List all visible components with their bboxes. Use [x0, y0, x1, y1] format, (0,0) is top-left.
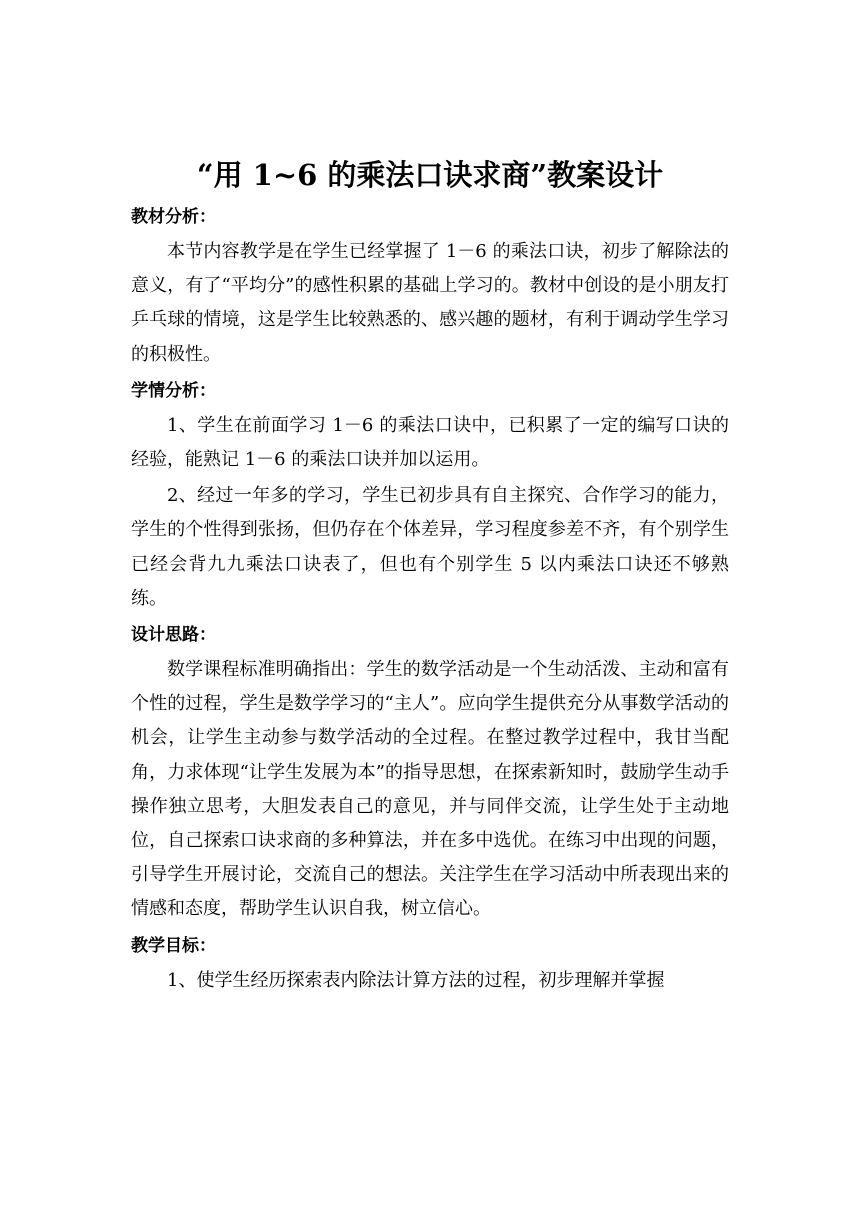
paragraph: 本节内容教学是在学生已经掌握了 1－6 的乘法口诀，初步了解除法的意义，有了“平均分”的感性积累的基础上学习的。教材中创设的是小朋友打乒乓球的情境，这是学生比较熟悉的、感兴趣的题材，有利于调动学生学习的积极性。 — [131, 241, 729, 365]
section-student-analysis — [131, 374, 729, 616]
section-textbook-analysis — [131, 200, 729, 372]
section-design-ideas — [131, 618, 729, 927]
document-title: “用 1~6 的乘法口诀求商”教案设计 — [196, 158, 664, 192]
paragraph: 2、经过一年多的学习，学生已初步具有自主探究、合作学习的能力，学生的个性得到张扬，但仍存在个体差异，学习程度参差不齐，有个别学生已经会背九九乘法口诀表了，但也有个别学生 5 以内乘法口诀还不够熟练。 — [131, 485, 729, 609]
section-heading: 教材分析： — [131, 207, 216, 227]
section-heading: 教学目标： — [131, 935, 216, 956]
section-heading: 学情分析： — [131, 380, 216, 401]
section-heading: 设计思路： — [131, 625, 216, 646]
paragraph: 1、学生在前面学习 1－6 的乘法口诀中，已积累了一定的编写口诀的经验，能熟记 1－6 的乘法口诀并加以运用。 — [131, 414, 729, 471]
paragraph: 数学课程标准明确指出：学生的数学活动是一个生动活泼、主动和富有个性的过程，学生是数学学习的“主人”。应向学生提供充分从事数学活动的机会，让学生主动参与数学活动的全过程。在整过教学过程中，我甘当配角，力求体现“让学生发展为本”的指导思想，在探索新知时，鼓励学生动手操作独立思考，大胆发表自己的意见，并与同伴交流，让学生处于主动地位，自己探索口诀求商的多种算法，并在多中选优。在练习中出现的问题，引导学生开展讨论，交流自己的想法。关注学生在学习活动中所表现出来的情感和态度，帮助学生认识自我，树立信心。 — [131, 659, 729, 920]
paragraph: 1、使学生经历探索表内除法计算方法的过程，初步理解并掌握 — [167, 969, 665, 991]
document-page — [131, 150, 729, 1000]
section-teaching-goals — [131, 929, 729, 998]
